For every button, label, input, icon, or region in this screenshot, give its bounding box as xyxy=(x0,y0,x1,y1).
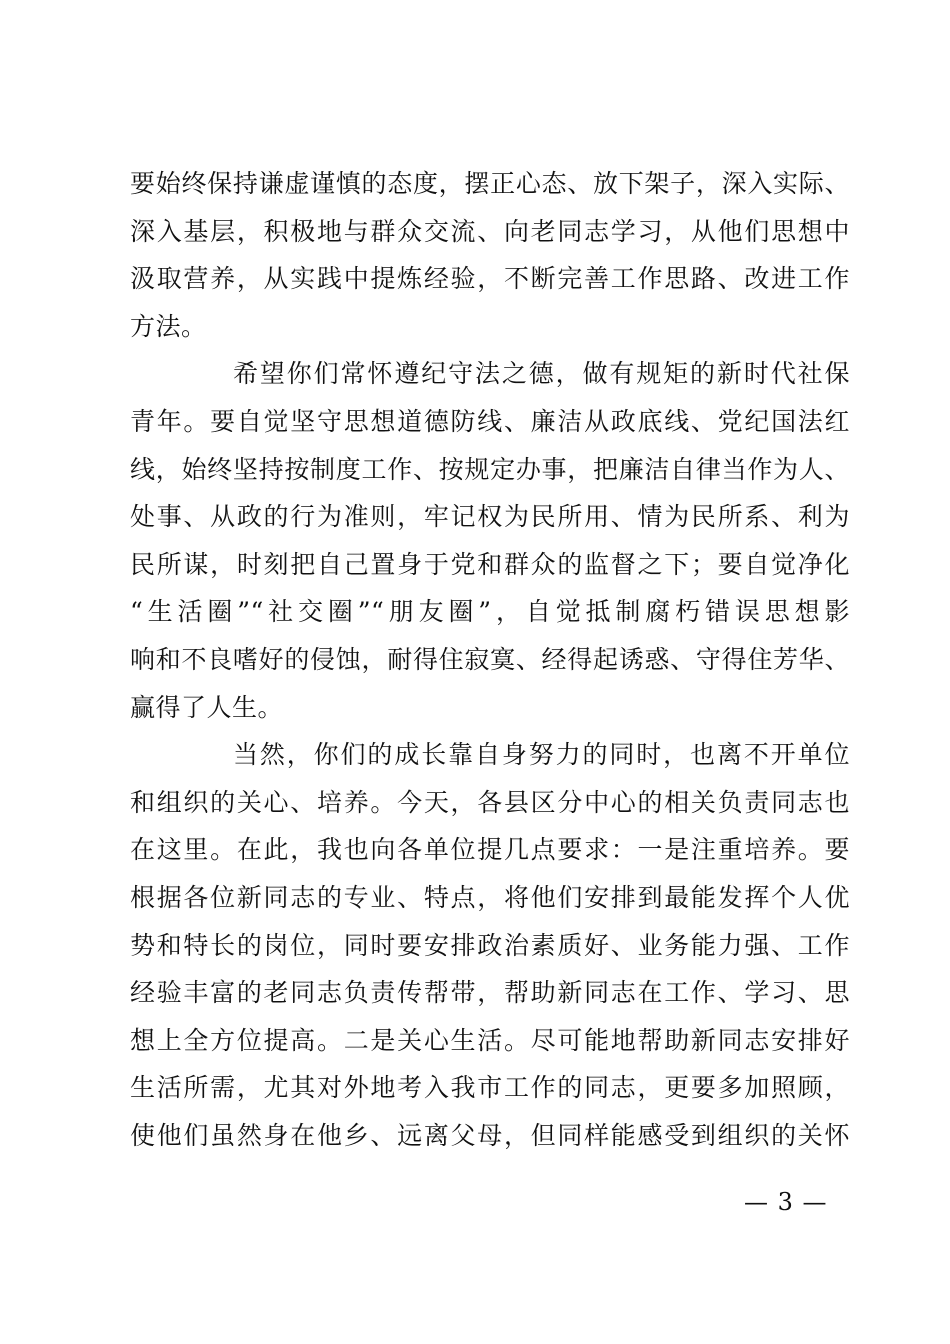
text-line: 要始终保持谦虚谨慎的态度，摆正心态、放下架子，深入实际、 xyxy=(130,169,850,198)
text-line: “生活圈”“社交圈”“朋友圈”，自觉抵制腐朽错误思想影 xyxy=(130,597,850,627)
text-line: 赢得了人生。 xyxy=(130,692,284,722)
text-line: 想上全方位提高。二是关心生活。尽可能地帮助新同志安排好 xyxy=(130,1025,850,1055)
text-line: 生活所需，尤其对外地考入我市工作的同志，更要多加照顾， xyxy=(130,1073,850,1103)
text-line: 民所谋，时刻把自己置身于党和群众的监督之下；要自觉净化 xyxy=(130,549,850,579)
text-line: 汲取营养，从实践中提炼经验，不断完善工作思路、改进工作 xyxy=(130,264,850,294)
document-body xyxy=(130,160,850,1159)
text-line: 青年。要自觉坚守思想道德防线、廉洁从政底线、党纪国法红 xyxy=(130,406,850,436)
paragraph-2 xyxy=(130,350,850,731)
text-line: 线，始终坚持按制度工作、按规定办事，把廉洁自律当作为人、 xyxy=(130,454,850,484)
text-line: 使他们虽然身在他乡、远离父母，但同样能感受到组织的关怀 xyxy=(130,1120,850,1150)
text-line: 深入基层，积极地与群众交流、向老同志学习，从他们思想中 xyxy=(130,216,850,246)
text-line: 经验丰富的老同志负责传帮带，帮助新同志在工作、学习、思 xyxy=(130,978,850,1008)
text-line: 希望你们常怀遵纪守法之德，做有规矩的新时代社保 xyxy=(233,359,850,389)
text-line: 势和特长的岗位，同时要安排政治素质好、业务能力强、工作 xyxy=(130,930,850,960)
text-line: 在这里。在此，我也向各单位提几点要求：一是注重培养。要 xyxy=(130,835,850,865)
text-line: 当然，你们的成长靠自身努力的同时，也离不开单位 xyxy=(233,740,850,770)
text-line: 方法。 xyxy=(130,311,207,341)
text-line: 响和不良嗜好的侵蚀，耐得住寂寞、经得起诱惑、守得住芳华、 xyxy=(130,644,850,674)
text-line: 处事、从政的行为准则，牢记权为民所用、情为民所系、利为 xyxy=(130,502,850,532)
paragraph-1 xyxy=(130,160,850,350)
text-line: 根据各位新同志的专业、特点，将他们安排到最能发挥个人优 xyxy=(130,882,850,912)
text-line: 和组织的关心、培养。今天，各县区分中心的相关负责同志也 xyxy=(130,787,850,817)
page-number: — 3 — xyxy=(744,1188,828,1216)
paragraph-3 xyxy=(130,731,850,1159)
